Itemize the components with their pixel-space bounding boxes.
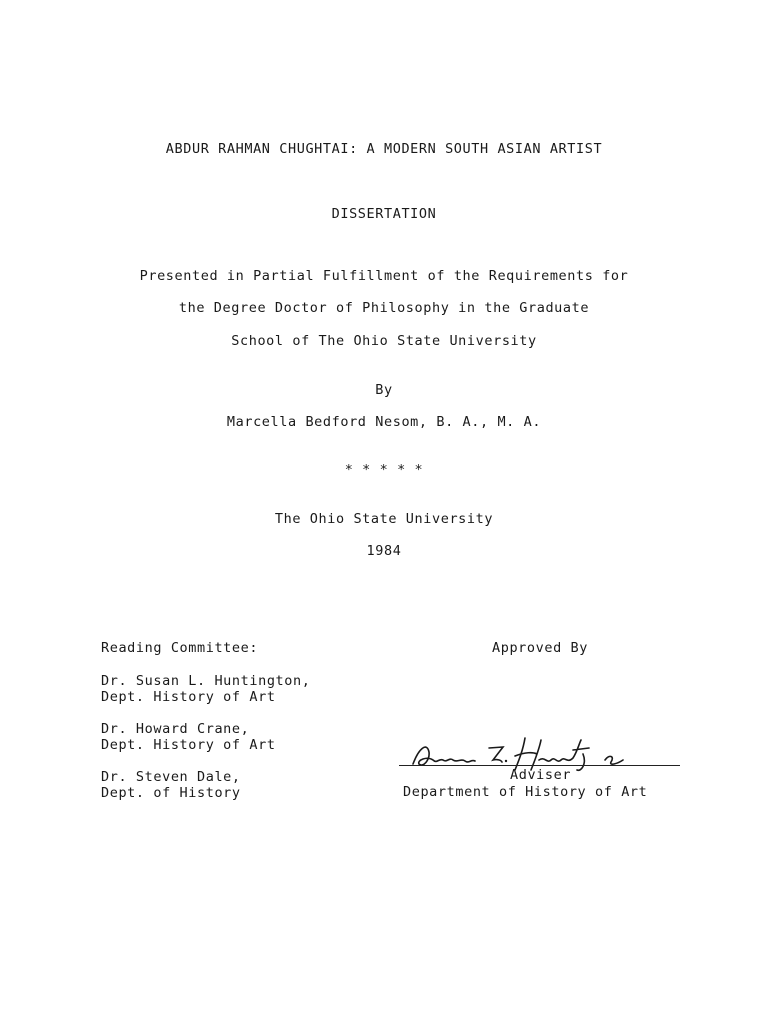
separator-stars: * * * * * (344, 462, 424, 478)
dissertation-title: ABDUR RAHMAN CHUGHTAI: A MODERN SOUTH ASIAN ARTIST (165, 141, 603, 157)
approved-by-heading: Approved By (492, 640, 589, 656)
presented-line-3: School of The Ohio State University (231, 333, 537, 349)
adviser-department: Department of History of Art (403, 784, 648, 800)
committee-member-name: Dr. Howard Crane, (101, 721, 250, 737)
committee-member-name: Dr. Susan L. Huntington, (101, 673, 311, 689)
adviser-role: Adviser (510, 767, 572, 783)
committee-member-dept: Dept. of History (101, 785, 241, 801)
presented-line-2: the Degree Doctor of Philosophy in the Graduate (178, 300, 590, 316)
year: 1984 (366, 543, 402, 559)
committee-member-dept: Dept. History of Art (101, 737, 276, 753)
signature-text: Susan L. Huntington (405, 730, 417, 731)
committee-heading: Reading Committee: (101, 640, 259, 656)
by-label: By (375, 382, 393, 398)
committee-member-dept: Dept. History of Art (101, 689, 276, 705)
presented-line-1: Presented in Partial Fulfillment of the Requirements for (139, 268, 629, 284)
committee-member-name: Dr. Steven Dale, (101, 769, 241, 785)
signature-line (399, 765, 680, 766)
author-name: Marcella Bedford Nesom, B. A., M. A. (226, 414, 542, 430)
document-type: DISSERTATION (331, 206, 437, 222)
institution-name: The Ohio State University (274, 511, 494, 527)
